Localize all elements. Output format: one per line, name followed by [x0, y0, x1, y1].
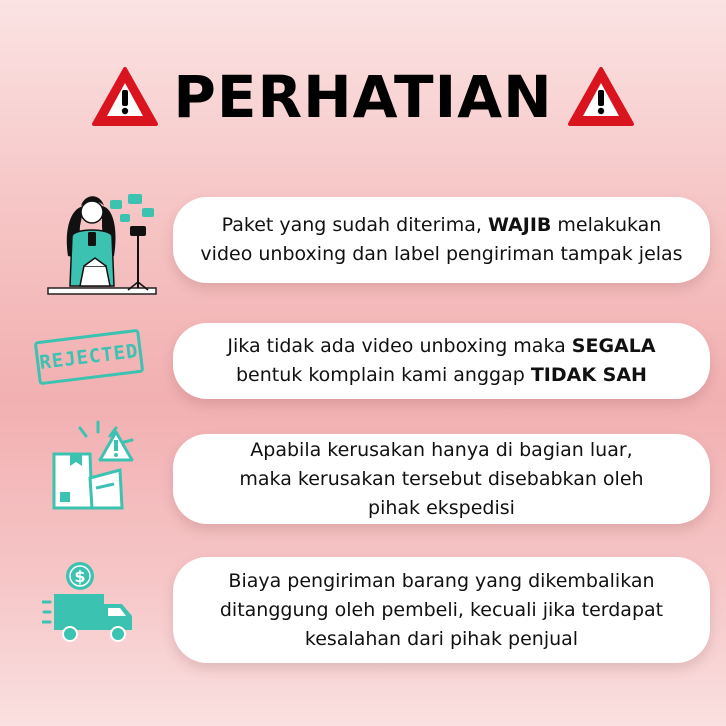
page-title: PERHATIAN — [173, 63, 553, 131]
notice-card-unboxing — [173, 197, 710, 283]
damaged-box-icon — [50, 418, 146, 514]
notice-text: Biaya pengiriman barang yang dikembalikan ditanggung oleh pembeli, kecuali jika terdapat kesalahan dari pihak penjual — [219, 569, 664, 650]
emphasis-text: SEGALA — [571, 335, 656, 357]
notice-card-shipping-cost — [173, 557, 710, 663]
warning-icon — [91, 66, 159, 128]
shipping-cost-truck-icon — [42, 558, 138, 648]
emphasis-text: TIDAK SAH — [530, 364, 647, 386]
notice-text: Paket yang sudah diterima, WAJIB melakukan video unboxing dan label pengiriman tampak jelas — [200, 214, 683, 265]
notice-card-damage — [173, 434, 710, 524]
warning-icon — [567, 66, 635, 128]
notice-text: Apabila kerusakan hanya di bagian luar, maka kerusakan tersebut disebabkan oleh pihak ekspedisi — [239, 438, 644, 519]
svg-text:$: $ — [74, 567, 86, 586]
notice-card-complaint — [173, 323, 710, 399]
emphasis-text: WAJIB — [487, 214, 552, 236]
woman-unboxing-illustration — [44, 186, 160, 298]
notice-text: Jika tidak ada video unboxing maka SEGALA bentuk komplain kami anggap TIDAK SAH — [227, 335, 656, 386]
header — [0, 62, 726, 132]
rejected-stamp: REJECTED — [34, 329, 145, 386]
